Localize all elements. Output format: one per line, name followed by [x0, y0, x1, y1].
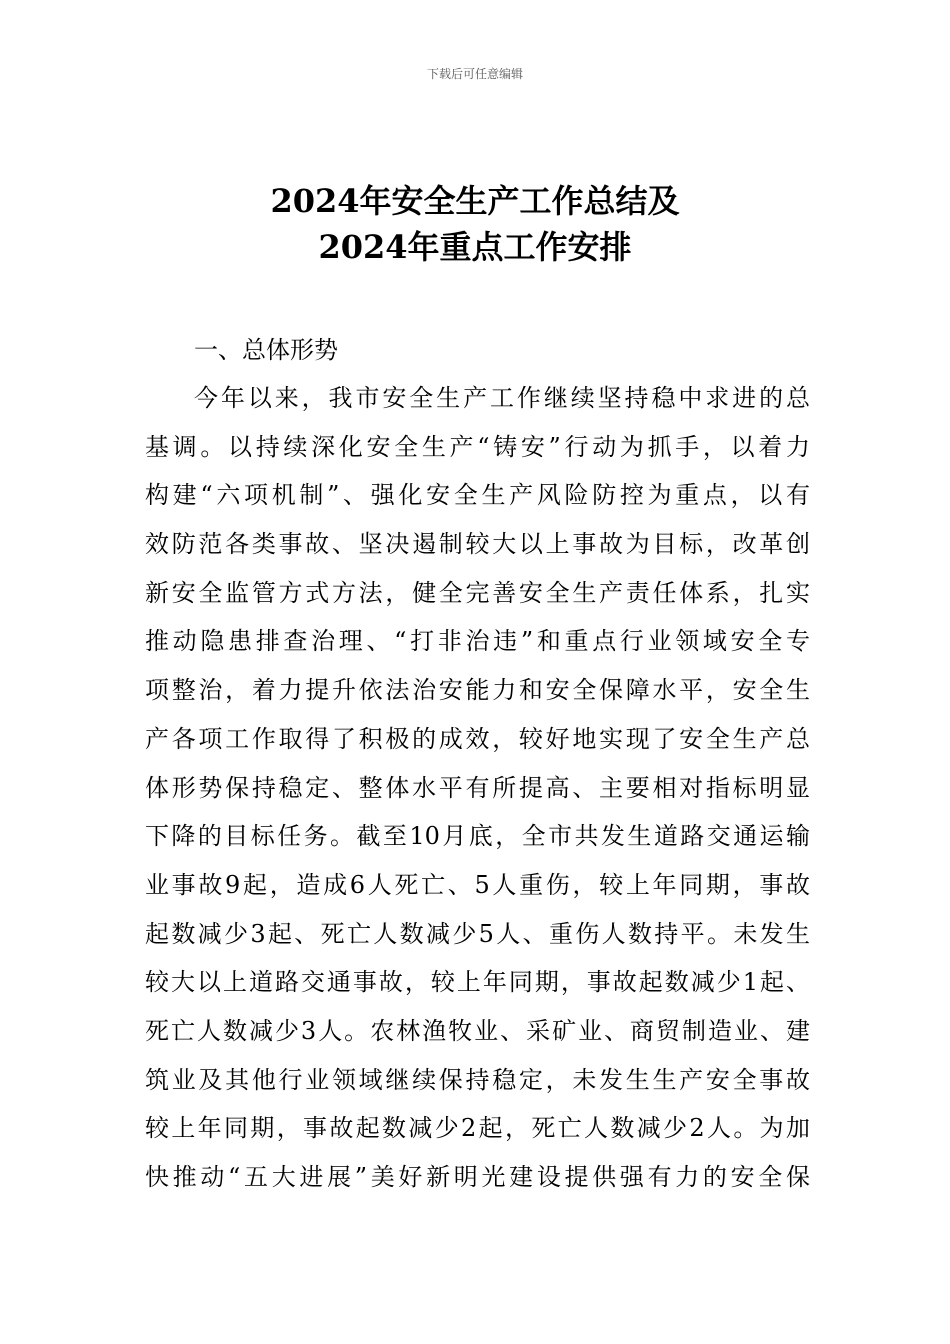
body-line: 快推动“五大进展”美好新明光建设提供强有力的安全保: [145, 1163, 810, 1191]
body-line: 新安全监管方式方法，健全完善安全生产责任体系，扎实: [145, 578, 810, 607]
body-line: 下降的目标任务。截至10月底，全市共发生道路交通运输: [145, 822, 810, 851]
body-line: 构建“六项机制”、强化安全生产风险防控为重点，以有: [145, 481, 810, 510]
title-line-2: 2024年重点工作安排: [318, 228, 632, 266]
body-paragraph: [145, 374, 810, 1202]
body-line: 基调。以持续深化安全生产“铸安”行动为抓手，以着力: [145, 432, 810, 461]
section-heading: 一、总体形势: [194, 336, 338, 364]
body-line: 产各项工作取得了积极的成效，较好地实现了安全生产总: [145, 724, 810, 753]
body-line: 较上年同期，事故起数减少2起，死亡人数减少2人。为加: [145, 1114, 810, 1143]
body-line: 死亡人数减少3人。农林渔牧业、采矿业、商贸制造业、建: [145, 1016, 810, 1045]
body-line: 推动隐患排查治理、“打非治违”和重点行业领域安全专: [145, 627, 810, 656]
body-line: 较大以上道路交通事故，较上年同期，事故起数减少1起、: [145, 968, 810, 997]
body-line: 筑业及其他行业领域继续保持稳定，未发生生产安全事故: [145, 1065, 810, 1094]
header-note: 下载后可任意编辑: [426, 67, 523, 81]
body-line: 起数减少3起、死亡人数减少5人、重伤人数持平。未发生: [145, 919, 810, 948]
body-line: 效防范各类事故、坚决遏制较大以上事故为目标，改革创: [145, 530, 810, 559]
body-line: 项整治，着力提升依法治安能力和安全保障水平，安全生: [145, 676, 810, 705]
body-line: 业事故9起，造成6人死亡、5人重伤，较上年同期，事故: [145, 870, 810, 899]
title-line-1: 2024年安全生产工作总结及: [270, 182, 680, 220]
body-line: 今年以来，我市安全生产工作继续坚持稳中求进的总: [194, 384, 810, 412]
body-line: 体形势保持稳定、整体水平有所提高、主要相对指标明显: [145, 773, 810, 802]
document-title: [0, 178, 950, 270]
